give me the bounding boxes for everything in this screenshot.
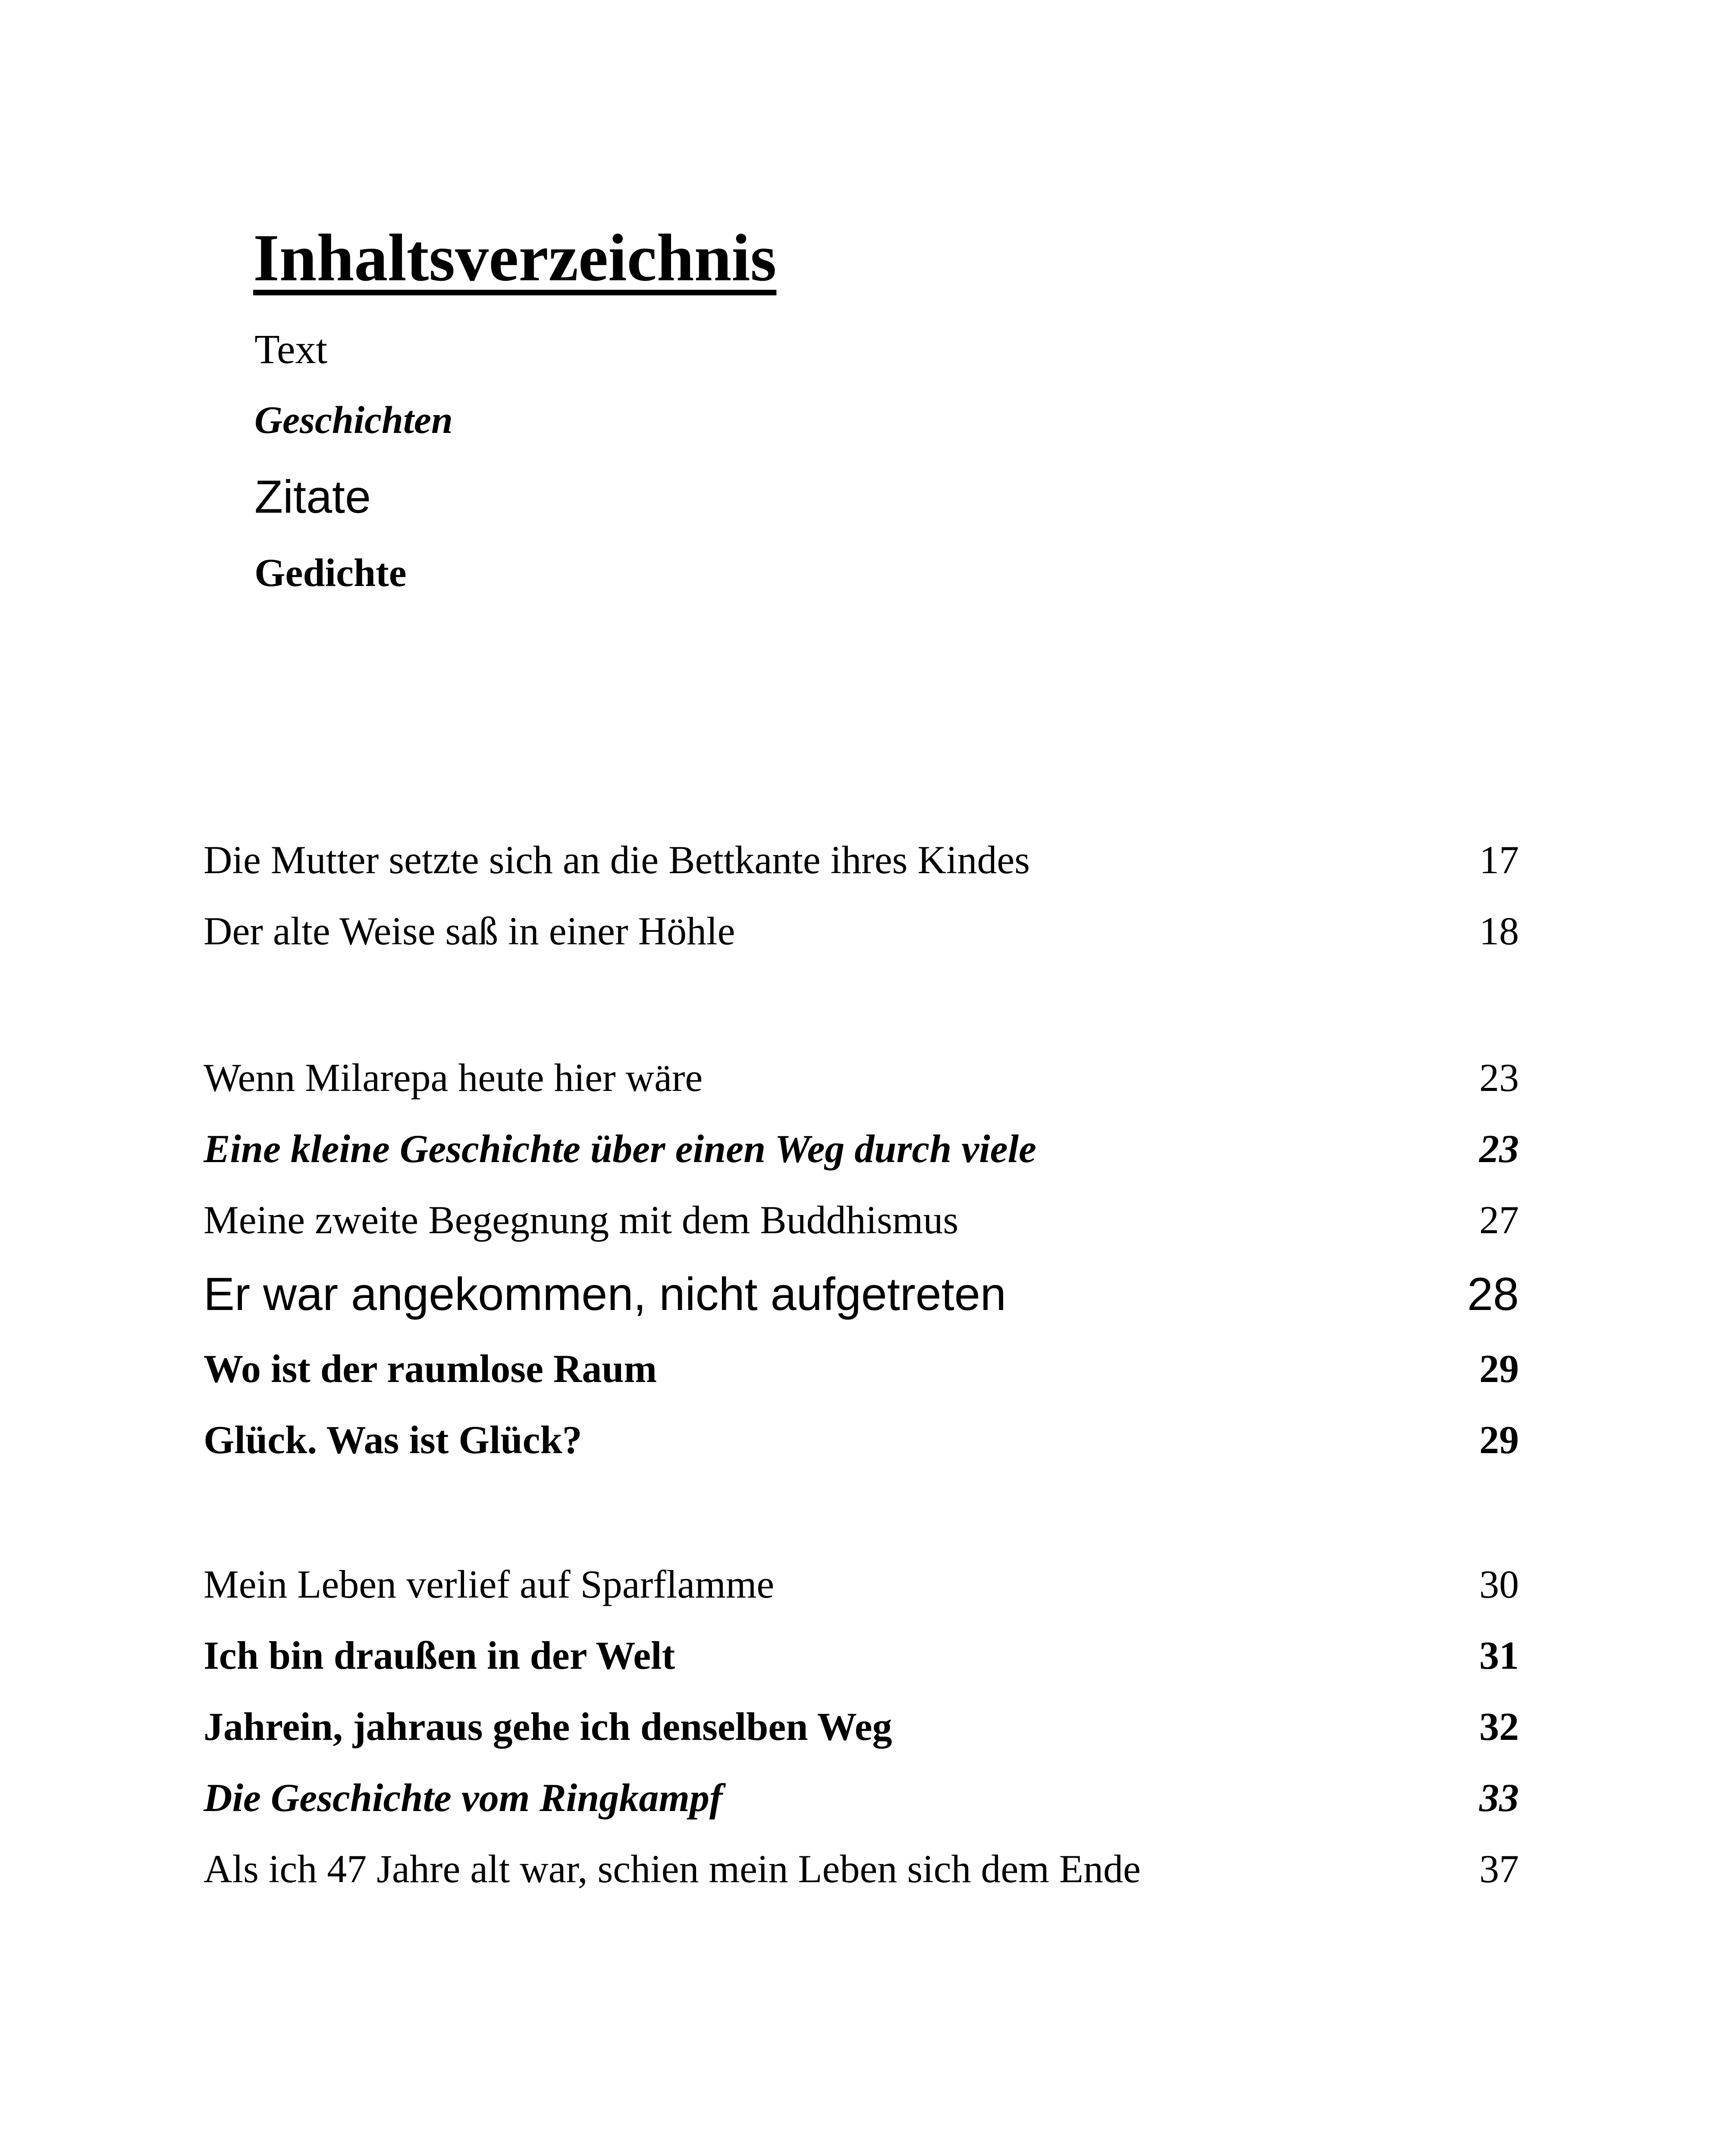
- toc-entry[interactable]: [204, 1619, 1519, 1675]
- toc-entry-page: 31: [1479, 1633, 1519, 1677]
- toc-entry[interactable]: [204, 824, 1519, 880]
- toc-entry-title: Wo ist der raumlose Raum: [204, 1347, 657, 1391]
- toc-entry[interactable]: [204, 1548, 1519, 1604]
- toc-entry-title: Jahrein, jahraus gehe ich denselben Weg: [204, 1705, 892, 1749]
- toc-entry-page: 30: [1479, 1562, 1519, 1606]
- toc-entry[interactable]: [204, 1261, 1519, 1320]
- toc-entry-title: Ich bin draußen in der Welt: [204, 1633, 675, 1677]
- legend-poems: Gedichte: [254, 551, 407, 595]
- legend-quotes: Zitate: [254, 470, 371, 523]
- toc-entry-title: Die Geschichte vom Ringkampf: [204, 1776, 723, 1820]
- toc-entry-title: Die Mutter setzte sich an die Bettkante ihres Kindes: [204, 838, 1030, 882]
- toc-entry-page: 27: [1479, 1198, 1519, 1242]
- toc-entry[interactable]: [204, 1404, 1519, 1460]
- toc-entry[interactable]: [204, 1041, 1519, 1100]
- toc-entry[interactable]: [204, 1184, 1519, 1240]
- toc-entry-page: 29: [1479, 1418, 1519, 1462]
- toc-entry[interactable]: [204, 1332, 1519, 1391]
- toc-entry-page: 23: [1479, 1127, 1519, 1171]
- legend-stories: Geschichten: [254, 399, 453, 442]
- toc-entry-page: 37: [1479, 1847, 1519, 1891]
- page-title: Inhaltsverzeichnis: [253, 220, 777, 295]
- toc-entry-title: Als ich 47 Jahre alt war, schien mein Leben sich dem Ende: [204, 1847, 1141, 1891]
- toc-entry-page: 29: [1479, 1347, 1519, 1391]
- toc-entry-page: 32: [1479, 1705, 1519, 1749]
- toc-entry-title: Der alte Weise saß in einer Höhle: [204, 909, 735, 953]
- toc-entry-page: 28: [1467, 1268, 1519, 1320]
- toc-entry-title: Eine kleine Geschichte über einen Weg durch viele: [204, 1127, 1037, 1171]
- toc-entry[interactable]: [204, 1690, 1519, 1749]
- toc-entry-page: 17: [1479, 838, 1519, 882]
- toc-entry-page: 23: [1479, 1056, 1519, 1100]
- toc-entry[interactable]: [204, 1112, 1519, 1169]
- toc-entry-page: 18: [1479, 909, 1519, 953]
- toc-entry-title: Glück. Was ist Glück?: [204, 1418, 582, 1462]
- toc-entry-page: 33: [1479, 1776, 1519, 1820]
- toc-entry-title: Er war angekommen, nicht aufgetreten: [204, 1268, 1006, 1320]
- toc-entry[interactable]: [204, 895, 1519, 951]
- toc-entry-title: Meine zweite Begegnung mit dem Buddhismus: [204, 1198, 959, 1242]
- toc-entry-title: Wenn Milarepa heute hier wäre: [204, 1056, 703, 1100]
- toc-entry-title: Mein Leben verlief auf Sparflamme: [204, 1562, 775, 1606]
- toc-entry[interactable]: [204, 1761, 1519, 1818]
- toc-entry[interactable]: [204, 1833, 1519, 1889]
- legend-text: Text: [254, 326, 328, 372]
